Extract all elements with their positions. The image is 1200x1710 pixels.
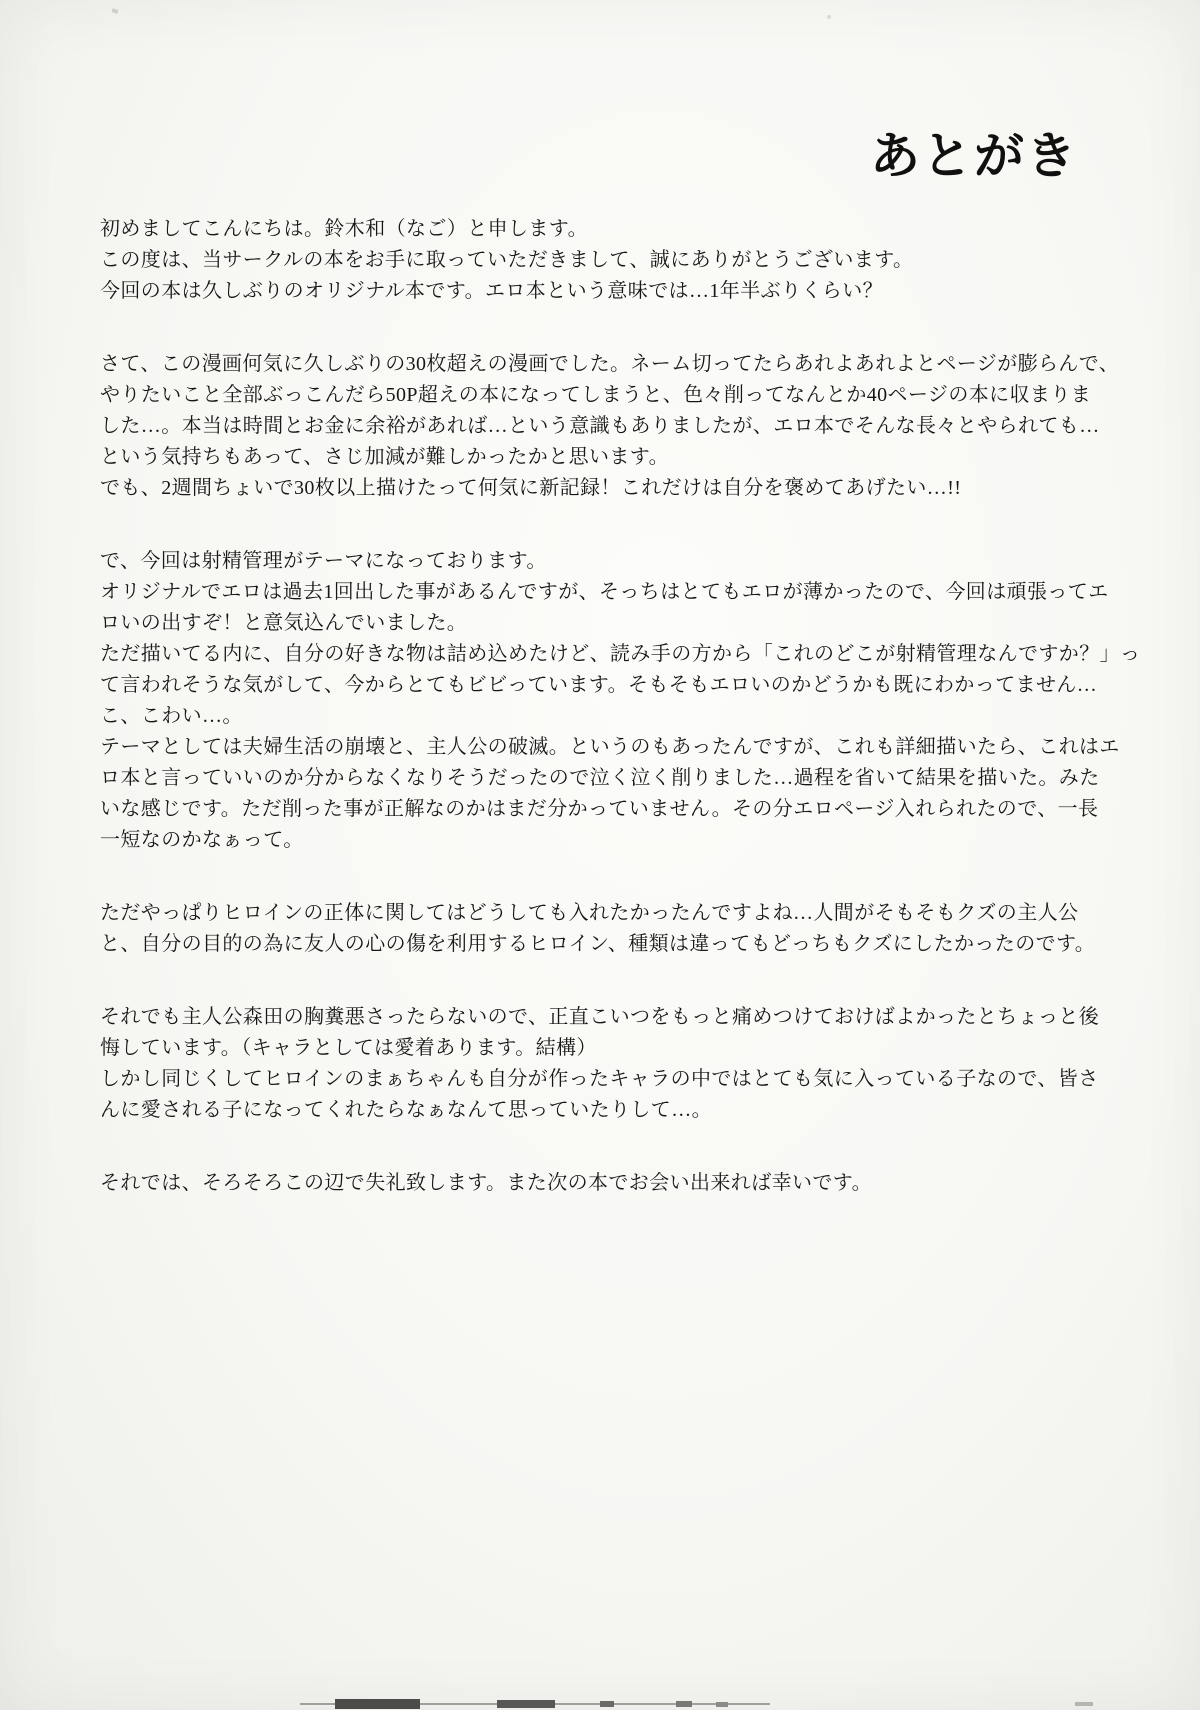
paragraph-heroine <box>100 898 1110 960</box>
paragraph-pagecount <box>100 349 1120 504</box>
page-title: あとがき <box>870 127 1078 185</box>
text-line: 初めましてこんにちは。鈴木和（なご）と申します。 <box>100 218 588 240</box>
scan-edge-block <box>676 1701 692 1707</box>
text-line: と、自分の目的の為に友人の心の傷を利用するヒロイン、種類は違ってもどっちもクズにしたかったのです。 <box>100 933 1096 955</box>
scan-edge-block <box>716 1702 728 1707</box>
text-line: した…。本当は時間とお金に余裕があれば…という意識もありましたが、エロ本でそんな長々とやられても… <box>100 415 1100 437</box>
text-line: オリジナルでエロは過去1回出した事があるんですが、そっちはとてもエロが薄かったので、今回は頑張ってエ <box>100 581 1109 603</box>
text-line: て言われそうな気がして、今からとてもビビっています。そもそもエロいのかどうかも既にわかってません… <box>100 674 1098 696</box>
text-line: テーマとしては夫婦生活の崩壊と、主人公の破滅。というのもあったんですが、これも詳細描いたら、これはエ <box>100 736 1120 758</box>
scan-edge-artifact <box>0 1694 1200 1710</box>
text-line: ロいの出すぞ！と意気込んでいました。 <box>100 612 468 634</box>
text-line: という気持ちもあって、さじ加減が難しかったかと思います。 <box>100 446 669 468</box>
text-line: ただ描いてる内に、自分の好きな物は詰め込めたけど、読み手の方から「これのどこが射精管理なんですか？」っ <box>100 643 1141 665</box>
text-line: 一短なのかなぁって。 <box>100 829 304 851</box>
text-line: この度は、当サークルの本をお手に取っていただきまして、誠にありがとうございます。 <box>100 249 914 271</box>
text-line: ロ本と言っていいのか分からなくなりそうだったので泣く泣く削りました…過程を省いて結果を描いた。みた <box>100 767 1100 789</box>
paragraph-closing <box>100 1168 1110 1199</box>
scan-edge-block <box>1075 1702 1093 1706</box>
text-line: しかし同じくしてヒロインのまぁちゃんも自分が作ったキャラの中ではとても気に入っている子なので、皆さ <box>100 1068 1099 1090</box>
text-line: それでも主人公森田の胸糞悪さったらないので、正直こいつをもっと痛めつけておけばよかったとちょっと後 <box>100 1006 1100 1028</box>
scan-speck <box>827 15 831 19</box>
text-line: さて、この漫画何気に久しぶりの30枚超えの漫画でした。ネーム切ってたらあれよあれよとページが膨らんで、 <box>100 353 1120 375</box>
text-line: やりたいこと全部ぶっこんだら50P超えの本になってしまうと、色々削ってなんとか40ページの本に収まりま <box>100 384 1092 406</box>
text-line: んに愛される子になってくれたらなぁなんて思っていたりして…。 <box>100 1099 712 1121</box>
paragraph-greeting <box>100 214 1110 307</box>
scan-edge-block <box>335 1699 420 1709</box>
text-line: でも、2週間ちょいで30枚以上描けたって何気に新記録！これだけは自分を褒めてあげたい…!! <box>100 477 962 499</box>
text-line: いな感じです。ただ削った事が正解なのかはまだ分かっていません。その分エロページ入れられたので、一長 <box>100 798 1099 820</box>
scan-edge-block <box>600 1701 614 1707</box>
scan-speck <box>111 8 118 14</box>
text-line: 悔しています。（キャラとしては愛着あります。結構） <box>100 1037 597 1059</box>
scan-edge-block <box>497 1700 555 1708</box>
text-line: ただやっぱりヒロインの正体に関してはどうしても入れたかったんですよね…人間がそもそもクズの主人公 <box>100 902 1079 924</box>
text-line: 今回の本は久しぶりのオリジナル本です。エロ本という意味では…1年半ぶりくらい？ <box>100 280 883 302</box>
paragraph-characters <box>100 1002 1110 1126</box>
afterword-body <box>100 214 1141 1199</box>
text-line: で、今回は射精管理がテーマになっております。 <box>100 550 547 572</box>
paragraph-theme <box>100 546 1141 856</box>
text-line: こ、こわい…。 <box>100 705 243 727</box>
text-line: それでは、そろそろこの辺で失礼致します。また次の本でお会い出来れば幸いです。 <box>100 1172 872 1194</box>
